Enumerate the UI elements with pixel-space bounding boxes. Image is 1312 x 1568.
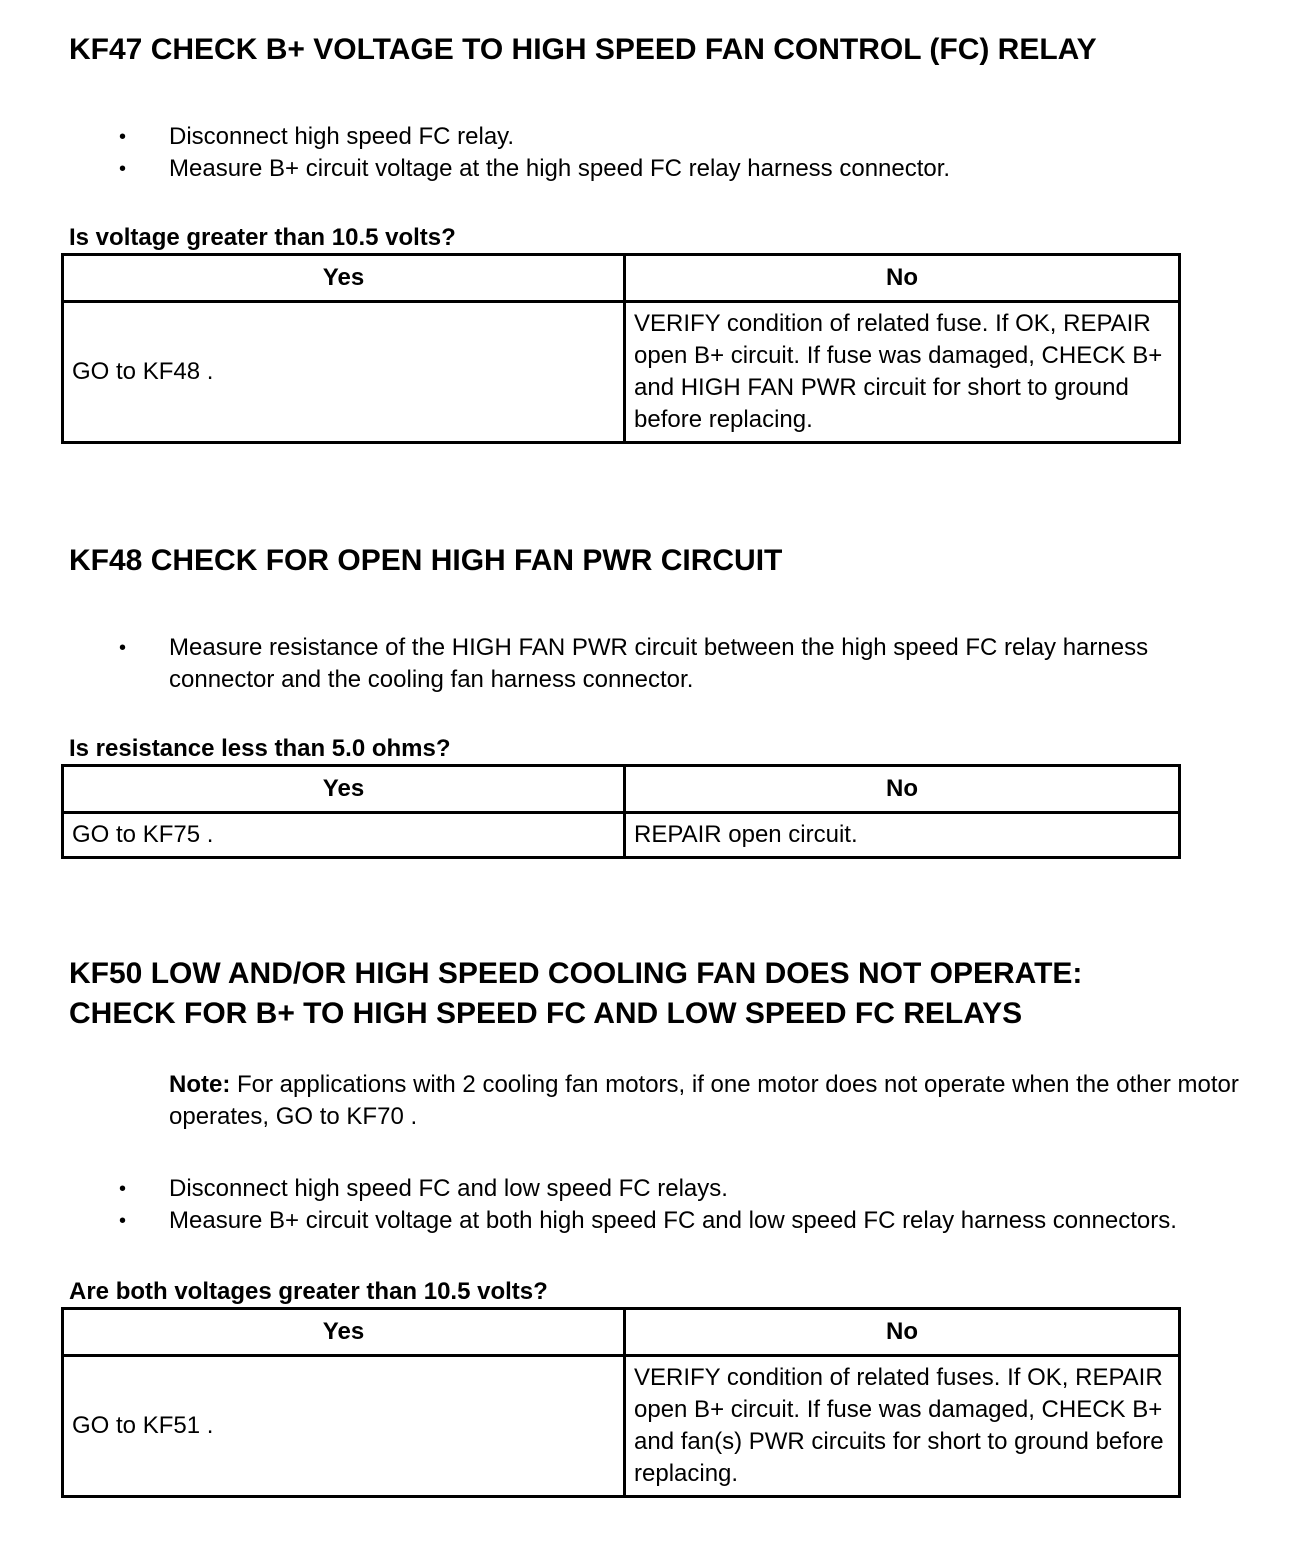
step-item: • Measure resistance of the HIGH FAN PWR circuit between the high speed FC relay harness connector and the cooling fan harness connector.	[119, 634, 1149, 693]
cell-yes: GO to KF75 .	[63, 813, 625, 858]
section-title: KF48 CHECK FOR OPEN HIGH FAN PWR CIRCUIT	[69, 544, 783, 577]
section-title-line2: CHECK FOR B+ TO HIGH SPEED FC AND LOW SPEED FC RELAYS	[69, 997, 1023, 1030]
decision-table	[61, 253, 1181, 444]
header-no: No	[625, 766, 1180, 813]
step-item: • Measure B+ circuit voltage at the high speed FC relay harness connector.	[69, 153, 1209, 185]
step-item: • Measure B+ circuit voltage at both high speed FC and low speed FC relay harness connectors.	[69, 1205, 1209, 1237]
cell-no: REPAIR open circuit.	[625, 813, 1180, 858]
decision-table	[61, 764, 1181, 859]
section-kf50	[69, 954, 1299, 1498]
header-yes: Yes	[63, 1309, 625, 1356]
header-no: No	[625, 255, 1180, 302]
section-title: KF47 CHECK B+ VOLTAGE TO HIGH SPEED FAN CONTROL (FC) RELAY	[69, 33, 1097, 66]
step-list	[69, 1173, 1299, 1237]
cell-no: VERIFY condition of related fuses. If OK, REPAIR open B+ circuit. If fuse was damaged, CHECK B+ and fan(s) PWR circuits for short to ground before replacing.	[625, 1356, 1180, 1497]
header-yes: Yes	[63, 255, 625, 302]
bullet-icon: •	[119, 158, 127, 180]
cell-yes: GO to KF51 .	[63, 1356, 625, 1497]
decision-question: Is resistance less than 5.0 ohms?	[69, 735, 451, 762]
bullet-icon: •	[119, 1178, 127, 1200]
decision-question: Are both voltages greater than 10.5 volts?	[69, 1278, 548, 1305]
cell-no: VERIFY condition of related fuse. If OK, REPAIR open B+ circuit. If fuse was damaged, CHECK B+ and HIGH FAN PWR circuit for short to ground before replacing.	[625, 302, 1180, 443]
step-list	[69, 121, 1299, 185]
section-kf47	[69, 30, 1299, 444]
section-title-line1: KF50 LOW AND/OR HIGH SPEED COOLING FAN DOES NOT OPERATE:	[69, 957, 1083, 990]
header-no: No	[625, 1309, 1180, 1356]
cell-yes: GO to KF48 .	[63, 302, 625, 443]
bullet-icon: •	[119, 126, 127, 148]
step-item: • Disconnect high speed FC and low speed FC relays.	[69, 1173, 1209, 1205]
decision-question: Is voltage greater than 10.5 volts?	[69, 224, 456, 251]
note-text: For applications with 2 cooling fan motors, if one motor does not operate when the other motor operates, GO to KF70 .	[169, 1071, 1239, 1130]
note-label: Note:	[169, 1071, 231, 1098]
header-yes: Yes	[63, 766, 625, 813]
note	[69, 1069, 1269, 1133]
bullet-icon: •	[119, 637, 127, 659]
decision-table	[61, 1307, 1181, 1498]
step-item: • Disconnect high speed FC relay.	[69, 121, 1209, 153]
step-list	[69, 632, 1299, 696]
bullet-icon: •	[119, 1210, 127, 1232]
section-kf48	[69, 541, 1299, 859]
